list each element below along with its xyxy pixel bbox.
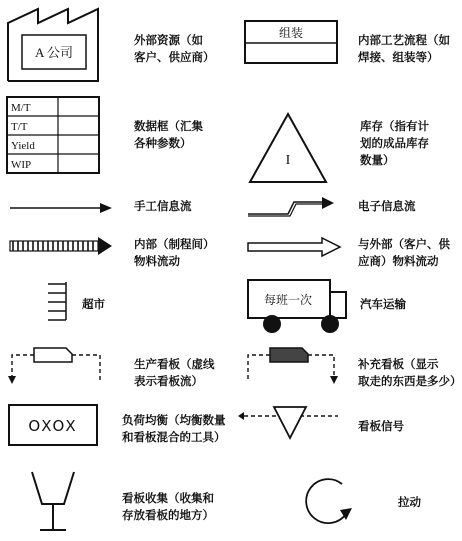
- withdrawal-kanban-label: 补充看板（显示 取走的东西是多少）: [358, 357, 462, 388]
- load-leveling-label: 负荷均衡（均衡数量 和看板混合的工具）: [122, 413, 226, 444]
- outside-source-factory-icon: [6, 5, 110, 85]
- pull-arrow-icon: [298, 474, 362, 534]
- process-label: 内部工艺流程（如 焊接、组装等）: [358, 33, 450, 64]
- truck-shipment-label: 汽车运输: [360, 297, 406, 311]
- kanban-post-icon: [28, 470, 80, 534]
- inventory-mark: I: [285, 153, 291, 168]
- truck-text: 每班一次: [263, 293, 313, 307]
- process-box-text: 组装: [278, 26, 304, 40]
- production-kanban-label: 生产看板（虚线 表示看板流）: [134, 357, 215, 388]
- withdrawal-kanban-icon: [244, 344, 340, 388]
- push-arrow-label: 内部（制程间） 物料流动: [134, 237, 215, 268]
- data-box-row-1: M/T: [11, 102, 31, 114]
- signal-kanban-label: 看板信号: [358, 419, 404, 433]
- data-box-label: 数据框（汇集 各种参数）: [134, 119, 203, 150]
- manual-info-flow-arrow-icon: [10, 202, 114, 214]
- data-box-icon: [6, 96, 102, 176]
- load-leveling-icon: [8, 404, 100, 448]
- manual-info-flow-label: 手工信息流: [134, 199, 192, 213]
- inventory-label: 库存（指有计 划的成品库存 数量）: [360, 119, 429, 167]
- electronic-info-flow-arrow-icon: [248, 196, 336, 220]
- inventory-triangle-icon: [248, 112, 328, 186]
- load-leveling-box-text: OXOX: [28, 417, 78, 435]
- production-kanban-icon: [8, 344, 104, 388]
- data-box-row-4: WIP: [11, 159, 32, 171]
- shipment-arrow-label: 与外部（客户、供 应商）物料流动: [358, 237, 450, 268]
- outside-source-label: 外部资源（如 客户、供应商）: [134, 33, 215, 64]
- shipment-arrow-icon: [248, 236, 344, 258]
- data-box-row-2: T/T: [11, 121, 28, 133]
- truck-shipment-icon: [246, 276, 350, 338]
- data-box-row-3: Yield: [11, 140, 35, 152]
- push-arrow-icon: [10, 236, 114, 258]
- signal-kanban-icon: [244, 404, 340, 444]
- process-box-icon: [244, 20, 340, 66]
- kanban-post-label: 看板收集（收集和 存放看板的地方）: [122, 491, 214, 522]
- outside-source-box-text: A 公司: [35, 45, 73, 60]
- supermarket-icon: [46, 280, 70, 324]
- supermarket-label: 超市: [82, 297, 105, 311]
- electronic-info-flow-label: 电子信息流: [358, 199, 416, 213]
- pull-arrow-label: 拉动: [398, 495, 421, 509]
